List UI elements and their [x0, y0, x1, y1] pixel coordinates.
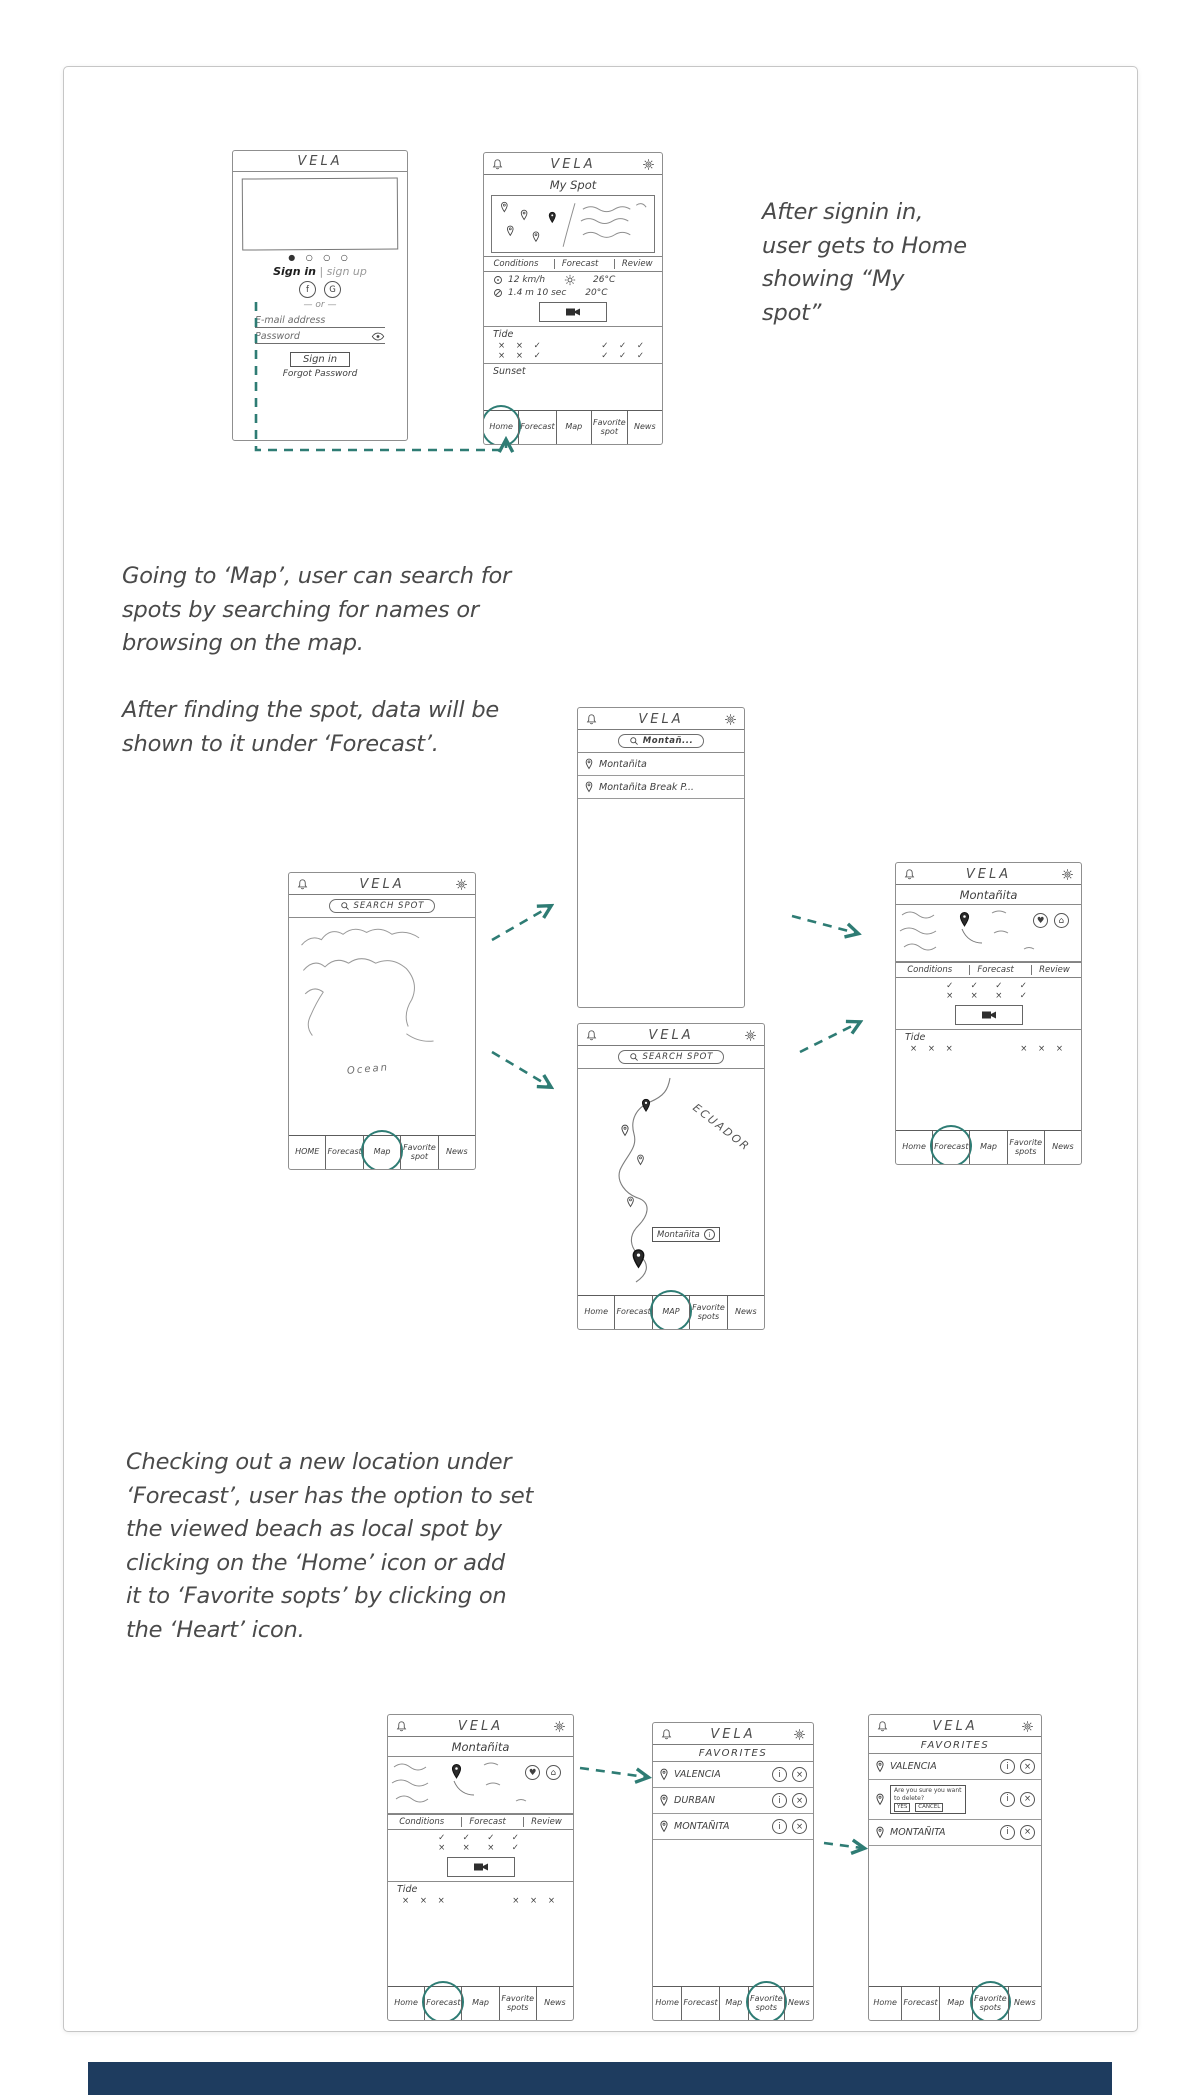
sun-icon — [564, 274, 576, 286]
bottom-nav — [896, 1130, 1081, 1164]
map-sketch — [492, 196, 654, 252]
tide-label: Tide — [905, 1032, 926, 1043]
gear-icon[interactable] — [724, 713, 737, 726]
forecast-marks-row: × × × ✓ — [946, 991, 1031, 1001]
pin-icon — [659, 1794, 669, 1807]
spot-heading: Montañita — [388, 1737, 573, 1757]
tab-review[interactable]: Review — [614, 259, 653, 269]
pin-icon — [875, 1826, 885, 1839]
spot-map-preview[interactable] — [491, 195, 655, 253]
favorite-row-montanita[interactable]: MONTAÑITA i × — [869, 1820, 1041, 1846]
nav-forecast[interactable]: Forecast — [614, 1296, 651, 1329]
forecast-marks-row: × × × ✓ — [438, 1843, 523, 1853]
conditions-tabs — [896, 962, 1081, 978]
nav-favorite-spots[interactable]: Favorite spot — [591, 411, 627, 444]
nav-map[interactable]: Map — [939, 1987, 972, 2020]
favorite-row-montanita[interactable]: MONTAÑITA i × — [653, 1814, 813, 1840]
spot-label-montanita[interactable]: Montañita i — [652, 1227, 720, 1242]
my-spot-heading: My Spot — [549, 178, 597, 192]
forecast-marks-row: ✓ ✓ ✓ ✓ — [438, 1833, 523, 1843]
nav-forecast[interactable]: Forecast — [518, 411, 555, 444]
tab-conditions[interactable]: Conditions — [399, 1817, 445, 1827]
forecast-marks-row: ✓ ✓ ✓ ✓ — [946, 981, 1031, 991]
facebook-login-icon[interactable]: f — [299, 281, 316, 298]
nav-news[interactable]: News — [784, 1987, 813, 2020]
add-favorite-heart-icon[interactable]: ♥ — [525, 1765, 540, 1780]
favorites-heading: FAVORITES — [869, 1737, 1041, 1754]
bottom-nav — [289, 1135, 475, 1169]
app-title: VELA — [710, 1726, 756, 1742]
info-icon[interactable]: i — [772, 1819, 787, 1834]
app-title: VELA — [233, 151, 407, 172]
pin-icon — [659, 1768, 669, 1781]
app-title: VELA — [359, 876, 405, 892]
favorite-row-valencia[interactable]: VALENCIA i × — [653, 1762, 813, 1788]
pin-icon — [875, 1760, 885, 1773]
screen-forecast-montanita: VELA Montañita ♥ ⌂ Conditions Forecast Review ✓ ✓ ✓ ✓ × × × ✓ Tide × × × × × × Home Forecast Map Favorite spots News — [895, 862, 1082, 1165]
gear-icon[interactable] — [1061, 868, 1074, 881]
nav-home[interactable]: Home — [902, 1142, 926, 1152]
bell-icon[interactable] — [903, 868, 916, 881]
app-title: VELA — [648, 1027, 694, 1043]
wave-row: 1.4 m 10 sec 20°C — [484, 286, 662, 298]
or-divider: — or — — [303, 300, 337, 310]
search-spot-input[interactable]: SEARCH SPOT — [329, 899, 436, 913]
remove-icon[interactable]: × — [1020, 1759, 1035, 1774]
carousel-dots: ● ○ ○ ○ — [288, 253, 352, 262]
nav-favorite-spots[interactable]: Favorite spots — [499, 1987, 536, 2020]
camera-icon — [565, 306, 581, 318]
nav-home[interactable]: Home — [655, 1998, 679, 2008]
spot-preview — [388, 1757, 573, 1814]
nav-favorite-spots[interactable]: Favorite spots — [689, 1296, 726, 1329]
tab-review[interactable]: Review — [523, 1817, 562, 1827]
remove-icon[interactable]: × — [1020, 1792, 1035, 1807]
tide-label: Tide — [493, 329, 514, 340]
bell-icon[interactable] — [296, 878, 309, 891]
webcam-view[interactable] — [539, 302, 607, 322]
info-icon[interactable]: i — [704, 1229, 715, 1240]
coastline-sketch — [289, 918, 475, 1135]
webcam-view[interactable] — [955, 1005, 1023, 1025]
search-spot-input[interactable]: Montañ... — [618, 734, 704, 748]
nav-favorite-spots[interactable]: Favorite spots — [972, 1987, 1008, 2020]
bottom-nav — [388, 1986, 573, 2020]
gear-icon[interactable] — [642, 158, 655, 171]
nav-map[interactable]: Map — [461, 1987, 498, 2020]
screen-signin — [232, 150, 408, 441]
search-icon — [340, 901, 350, 911]
app-title: VELA — [457, 1718, 504, 1734]
wind-icon — [493, 275, 503, 285]
browse-map[interactable] — [289, 918, 475, 1135]
result-map[interactable] — [578, 1069, 764, 1295]
nav-map[interactable]: MAP — [652, 1296, 689, 1329]
password-field[interactable]: Password — [255, 331, 385, 344]
sign-in-button[interactable]: Sign in — [290, 352, 350, 367]
screen-favorites-delete — [868, 1714, 1042, 2021]
spot-preview — [896, 905, 1081, 962]
nav-news[interactable]: News — [727, 1296, 764, 1329]
set-home-spot-icon[interactable]: ⌂ — [546, 1765, 561, 1780]
wind-row: 12 km/h 26°C — [484, 272, 662, 286]
info-icon[interactable]: i — [772, 1793, 787, 1808]
nav-map[interactable]: Map — [556, 411, 591, 444]
info-icon[interactable]: i — [772, 1767, 787, 1782]
email-field[interactable]: E-mail address — [255, 315, 385, 328]
note-after-finding: After finding the spot, data will be shown to it under ‘Forecast’. — [122, 697, 500, 757]
gear-icon[interactable] — [455, 878, 468, 891]
webcam-view[interactable] — [447, 1857, 515, 1877]
screen-favorites — [652, 1722, 814, 2021]
camera-icon — [473, 1861, 489, 1873]
nav-forecast[interactable]: Forecast — [901, 1987, 938, 2020]
spot-heading: Montañita — [896, 885, 1081, 905]
screen-search-suggestions — [577, 707, 745, 1008]
nav-forecast[interactable]: Forecast — [325, 1136, 362, 1169]
info-icon[interactable]: i — [1000, 1825, 1015, 1840]
pin-icon — [875, 1793, 885, 1806]
screen-my-spot: VELA My Spot Conditions Forecast Review 12 km/h 26°C 1.4 m 10 sec 20°C Tide × × ✓ × × ✓ ✓ ✓ ✓ ✓ ✓ ✓ Sunset Home Forecast Map Favorite spot News — [483, 152, 663, 445]
remove-icon[interactable]: × — [1020, 1825, 1035, 1840]
note-going-to-map: Going to ‘Map’, user can search for spots by searching for names or browsing on the map. — [122, 563, 512, 656]
confirm-yes-button[interactable]: YES — [894, 1803, 910, 1812]
app-title: VELA — [932, 1718, 978, 1734]
search-result-montanita-break[interactable]: Montañita Break P... — [578, 776, 744, 799]
nav-forecast[interactable]: Forecast — [424, 1987, 461, 2020]
coastline-sketch — [578, 1069, 764, 1295]
tab-forecast[interactable]: Forecast — [554, 259, 598, 269]
favorite-row-delete-confirm[interactable] — [869, 1780, 1041, 1820]
nav-forecast[interactable]: Forecast — [681, 1987, 718, 2020]
tab-conditions[interactable]: Conditions — [907, 965, 953, 975]
show-password-eye-icon[interactable] — [371, 332, 385, 341]
screen-map-browse — [288, 872, 476, 1170]
pin-icon — [659, 1820, 669, 1833]
favorites-heading: FAVORITES — [653, 1745, 813, 1762]
nav-news[interactable]: News — [438, 1136, 475, 1169]
nav-favorite-spots[interactable]: Favorite spots — [748, 1987, 784, 2020]
delete-confirm-tooltip: Are you sure you want to delete? YES CANCEL — [890, 1785, 966, 1814]
google-login-icon[interactable]: G — [324, 281, 341, 298]
set-home-spot-icon[interactable]: ⌂ — [1054, 913, 1069, 928]
ocean-label: Ocean — [346, 1062, 390, 1077]
add-favorite-heart-icon[interactable]: ♥ — [1033, 913, 1048, 928]
nav-news[interactable]: News — [536, 1987, 573, 2020]
bottom-nav — [869, 1986, 1041, 2020]
bell-icon[interactable] — [395, 1720, 408, 1733]
tab-forecast[interactable]: Forecast — [969, 965, 1013, 975]
tab-review[interactable]: Review — [1031, 965, 1070, 975]
waves-sketch — [388, 1757, 573, 1813]
camera-icon — [981, 1009, 997, 1021]
nav-home[interactable]: Home — [584, 1307, 609, 1317]
gear-icon[interactable] — [744, 1029, 757, 1042]
app-title: VELA — [638, 711, 684, 727]
search-spot-input[interactable]: SEARCH SPOT — [618, 1050, 725, 1064]
screen-forecast-montanita-2: VELA Montañita ♥ ⌂ Conditions Forecast Review ✓ ✓ ✓ ✓ × × × ✓ Tide × × × × × × Home Forecast Map Favorite spots News — [387, 1714, 574, 2021]
signin-signup-tabs[interactable] — [233, 265, 407, 278]
tab-sign-up[interactable]: | sign up — [319, 265, 367, 278]
conditions-tabs — [484, 256, 662, 272]
wave-icon — [493, 288, 503, 298]
conditions-tabs — [388, 1814, 573, 1830]
nav-news[interactable]: News — [1008, 1987, 1041, 2020]
favorite-row-durban[interactable]: DURBAN i × — [653, 1788, 813, 1814]
nav-map[interactable]: Map — [969, 1131, 1006, 1164]
screen-map-result — [577, 1023, 765, 1330]
nav-map[interactable]: Map — [363, 1136, 400, 1169]
bell-icon[interactable] — [585, 713, 598, 726]
remove-icon[interactable]: × — [792, 1819, 807, 1834]
nav-home[interactable]: Home — [484, 411, 518, 444]
info-icon[interactable]: i — [1000, 1759, 1015, 1774]
tab-forecast[interactable]: Forecast — [461, 1817, 505, 1827]
next-page-edge — [88, 2062, 1112, 2095]
app-title: VELA — [550, 156, 596, 172]
nav-forecast[interactable]: Forecast — [932, 1131, 969, 1164]
nav-favorite-spots[interactable]: Favorite spots — [1007, 1131, 1044, 1164]
remove-icon[interactable]: × — [792, 1767, 807, 1782]
sunset-label: Sunset — [493, 366, 526, 377]
note-checking-out: Checking out a new location under ‘Forecast’, user has the option to set the viewed beach as local spot by clicking on the ‘Home’ icon or add it to ‘Favorite sopts’ by clicking on the ‘Heart’ icon. — [126, 1449, 534, 1643]
info-icon[interactable]: i — [1000, 1792, 1015, 1807]
bottom-nav — [484, 410, 662, 444]
pin-icon — [584, 781, 594, 793]
bottom-nav — [653, 1986, 813, 2020]
nav-home[interactable]: Home — [873, 1998, 897, 2008]
pin-icon — [584, 758, 594, 770]
country-label: ECUADOR — [690, 1101, 753, 1154]
gear-icon[interactable] — [1021, 1720, 1034, 1733]
app-title: VELA — [965, 866, 1012, 882]
tab-conditions[interactable]: Conditions — [493, 259, 539, 269]
search-icon — [629, 1052, 639, 1062]
tide-label: Tide — [397, 1884, 418, 1895]
favorite-row-valencia[interactable]: VALENCIA i × — [869, 1754, 1041, 1780]
bell-icon[interactable] — [491, 158, 504, 171]
search-icon — [629, 736, 639, 746]
intro-carousel-image — [242, 177, 398, 250]
nav-news[interactable]: News — [627, 411, 662, 444]
bell-icon[interactable] — [876, 1720, 889, 1733]
nav-favorite-spots[interactable]: Favorite spot — [400, 1136, 437, 1169]
nav-news[interactable]: News — [1044, 1131, 1081, 1164]
nav-home[interactable]: Home — [394, 1998, 418, 2008]
search-result-montanita[interactable]: Montañita — [578, 753, 744, 776]
nav-map[interactable]: Map — [719, 1987, 748, 2020]
tab-sign-in[interactable]: Sign in — [273, 265, 316, 278]
bell-icon[interactable] — [660, 1728, 673, 1741]
bottom-nav — [578, 1295, 764, 1329]
bell-icon[interactable] — [585, 1029, 598, 1042]
confirm-cancel-button[interactable]: CANCEL — [915, 1803, 943, 1812]
note-after-signin: After signin in, user gets to Home showing “My spot” — [762, 199, 967, 326]
remove-icon[interactable]: × — [792, 1793, 807, 1808]
gear-icon[interactable] — [793, 1728, 806, 1741]
forgot-password-link[interactable]: Forgot Password — [282, 369, 358, 379]
gear-icon[interactable] — [553, 1720, 566, 1733]
nav-home[interactable]: HOME — [295, 1147, 320, 1157]
waves-sketch — [896, 905, 1081, 961]
